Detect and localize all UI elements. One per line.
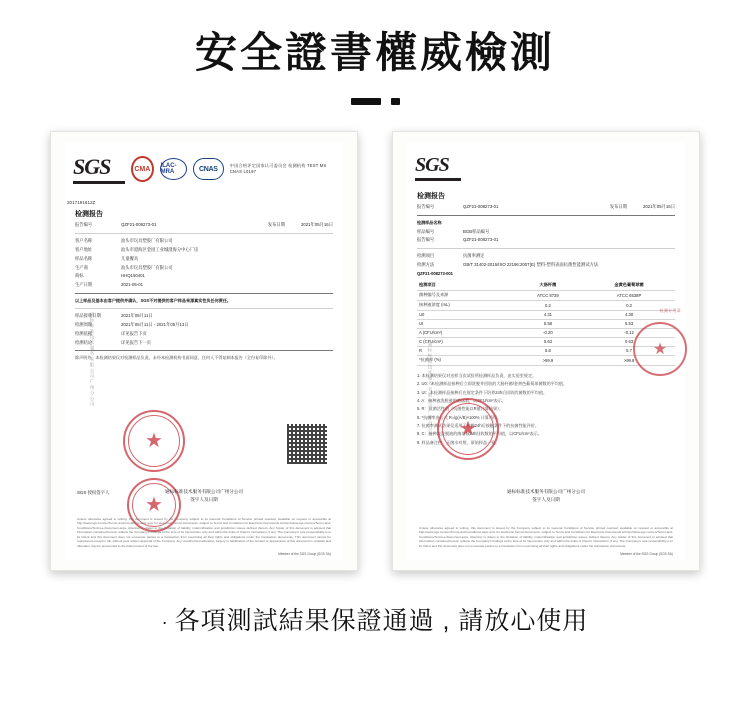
table-row: 检测项目 抗菌率测定 bbox=[417, 253, 485, 259]
table-row: 商标 HHQ150401 bbox=[75, 273, 145, 279]
dash-divider-icon bbox=[0, 98, 750, 105]
ilac-mra-badge: ILAC-MRA bbox=[160, 158, 187, 180]
table-row: A (CFU/cm²) -0.20 -0.12 bbox=[417, 328, 675, 337]
table-row: R 5.8 5.7 bbox=[417, 346, 675, 355]
table-row: 生产商 汕头市玩具塑胶厂有限公司 bbox=[75, 264, 173, 270]
col-ecoli: 大肠杆菌 bbox=[513, 281, 583, 291]
page-title: 安全證書權威檢測 bbox=[194, 29, 555, 76]
member-line: Member of the SGS Group (SGS SA) bbox=[278, 552, 331, 557]
certificate-gallery bbox=[0, 131, 750, 571]
vertical-watermark: 通标标准技术服务有限公司广州分公司 bbox=[90, 312, 95, 408]
report-footnote: 除声明外，本检测结果仅对检测样品负责。未经本检测机构书面同意，任何人不得复制本报告（全份复印除外）。 bbox=[75, 355, 278, 361]
table-row: 接种液浓度 (mL) 0.2 0.2 bbox=[417, 300, 675, 310]
issue-date-value: 2021年05月16日 bbox=[642, 204, 675, 210]
note-item: 3. Ut：本检测样品接种后在规定条件下培养24h后回收的菌数的平均值。 bbox=[417, 389, 548, 395]
certificate-code: 2017191612Z bbox=[67, 200, 96, 206]
logo-band-right bbox=[407, 142, 685, 187]
secondary-stamp bbox=[437, 398, 499, 460]
qr-code-icon bbox=[287, 424, 327, 464]
report-number-value: QZF21-008273-01 bbox=[463, 204, 499, 210]
star-icon: ★ bbox=[145, 430, 163, 453]
report-number-value: QZF21-008273-01 bbox=[121, 222, 157, 228]
footer-caption bbox=[0, 601, 750, 637]
dash-long-icon bbox=[351, 98, 381, 105]
table-row: 菌种编号及来源 ATCC 8739 ATCC 6538P bbox=[417, 290, 675, 300]
certificate-card-right[interactable] bbox=[392, 131, 700, 571]
signature-date: 签字人及日期 bbox=[532, 496, 560, 502]
report-title-left: 检测报告 bbox=[75, 211, 103, 219]
stamp-label: 检测专用章 bbox=[659, 308, 681, 314]
logo-band-left bbox=[65, 142, 343, 190]
company-name: 通标标准技术服务有限公司广州分公司 bbox=[506, 488, 586, 494]
note-item: 6. *抗菌率由公式 R=lg(A/B)×100% 计算所得。 bbox=[417, 414, 502, 420]
signature-block-left bbox=[65, 488, 343, 505]
issue-date-label: 发布日期 bbox=[267, 222, 285, 228]
table-row: 客户地址 汕头市澄海区金园工业城澄海分中心厂房 bbox=[75, 247, 199, 252]
star-icon: ★ bbox=[652, 341, 668, 359]
note-item: 5. R：抗菌活性值（抗菌性能以R值计算结果）。 bbox=[417, 406, 504, 412]
dash-short-icon bbox=[391, 98, 400, 105]
table-row: C (CFU/cm²) 0.63 0.63 bbox=[417, 337, 675, 346]
note-item: 7. 抗菌率测试结果仅适用于接种24h后接触条件下的抗菌性能评价。 bbox=[417, 423, 539, 428]
signature-block-right bbox=[407, 488, 685, 505]
note-item: 4. A：接种液洗脱液的菌落数，以CFU/cm²表示。 bbox=[417, 397, 506, 403]
certificate-card-left[interactable] bbox=[50, 131, 358, 571]
table-row: 检测依据 详见报告下页 bbox=[75, 331, 147, 337]
table-row: *抗菌率 (%) >99.9 >99.9 bbox=[417, 355, 675, 365]
table-row: U0 4.31 4.30 bbox=[417, 310, 675, 319]
note-item: 9. 样品备注栏：无菌水对照，原始样品一致。 bbox=[417, 439, 500, 445]
star-icon: ★ bbox=[145, 494, 163, 517]
issue-date-value: 2021年05月16日 bbox=[300, 222, 333, 228]
report-number-label: 报告编号 bbox=[417, 204, 435, 210]
signature-date: 签字人及日期 bbox=[190, 496, 218, 502]
note-item: 2. U0：本检测样品接种后立即洗脱并回收的大肠杆菌/金黄色葡萄球菌数的平均值。 bbox=[417, 381, 568, 387]
legal-disclaimer: Unless otherwise agreed in writing, this document is issued by the Company subject to its General Conditions of Service printed overleaf, available on request or accessible at http://www.sgs.com/en/Terms-and-Conditions.aspx and, for electronic format documents, subject to Terms and Conditions for Electronic Documents at http://www.sgs.com/en/Terms-and-Conditions/Terms-e-Document.aspx. Attention is drawn to the limitation of liability, indemnification and jurisdiction issues defined therein. Any holder of this document is advised that information contained hereon reflects the Company's findings at the time of its intervention only and within the limits of Client's instructions, if any. The Company's sole responsibility is to its Client and this document does not exonerate parties to a transaction from exercising all their rights and obligations under the transaction documents. This document cannot be reproduced except in full, without prior written approval of the Company. Any unauthorized alteration, forgery or falsification of the content or appearance of this document is unlawful and offenders may be prosecuted to the fullest extent of the law. bbox=[77, 516, 331, 548]
table-row: 检测结论 详见报告下一页 bbox=[75, 339, 152, 345]
cnas-badge: CNAS bbox=[193, 158, 224, 180]
member-line: Member of the SGS Group (SGS SA) bbox=[620, 552, 673, 557]
table-row: 样品名称 儿童餐具 bbox=[75, 255, 139, 261]
table-row: 检测方法 GB/T 31402-2015/ISO 22196:2007(E) 塑料-塑料表面抗菌性能测试方法 bbox=[417, 261, 599, 267]
sample-section-title: 检测样品名称 bbox=[417, 220, 442, 225]
col-staph: 金黄色葡萄球菌 bbox=[583, 281, 675, 291]
report-number-label: 报告编号 bbox=[75, 222, 93, 228]
legal-disclaimer: Unless otherwise agreed in writing, this document is issued by the Company subject to its General Conditions of Service printed overleaf, available on request or accessible at http://www.sgs.com/en/Terms-and-Conditions.aspx and, for electronic format documents, subject to Terms and Conditions for Electronic Documents at http://www.sgs.com/en/Terms-and-Conditions/Terms-e-Document.aspx. Attention is drawn to the limitation of liability, indemnification and jurisdiction issues defined therein. Any holder of this document is advised that information contained hereon reflects the Company's findings at the time of its intervention only and within the limits of Client's instructions, if any. The Company's sole responsibility is to its Client and this document does not exonerate parties to a transaction from exercising all their rights and obligations under the transaction documents. bbox=[419, 525, 673, 548]
cma-badge: CMA bbox=[131, 156, 154, 182]
report-number-row bbox=[407, 203, 685, 212]
accreditation-note: 中国合格评定国家认可委员会 检测机构 TEST MS CNAS L0197 bbox=[229, 162, 327, 175]
bullet-icon: · bbox=[161, 612, 169, 633]
certificate-page-right bbox=[407, 142, 685, 560]
note-item: 1. 本检测结果仅对送样当次试验所检测样品负责，由实验室规定。 bbox=[417, 372, 537, 378]
report-title-right: 检测报告 bbox=[417, 193, 445, 201]
table-row: 报告编号 QZF21-008273-01 bbox=[417, 237, 499, 243]
footer-caption-text: 各項測試結果保證通過 , 請放心使用 bbox=[174, 607, 589, 636]
col-item: 检测项目 bbox=[417, 281, 513, 291]
sgs-logo: SGS bbox=[73, 154, 125, 184]
sgs-logo: SGS bbox=[415, 154, 461, 181]
note-item: 8. C：接种液洗脱液的菌落数24h回收数的平均值，以CFU/cm²表示。 bbox=[417, 431, 542, 437]
table-row: 客户名称 汕头市玩具塑胶厂有限公司 bbox=[75, 238, 173, 244]
sample-statement: 以上样品及基本由客户提供并确认，SGS不对提供的客户样品来源真实性负任何责任。 bbox=[75, 297, 232, 303]
issue-date-label: 发布日期 bbox=[609, 204, 627, 210]
report-number-row bbox=[65, 221, 343, 230]
vertical-watermark: 通标标准技术服务有限公司广州分公司 bbox=[428, 342, 433, 438]
official-stamp bbox=[123, 410, 185, 472]
table-header-row bbox=[417, 281, 675, 291]
company-name: 通标标准技术服务有限公司广州分公司 bbox=[164, 488, 244, 494]
result-number: QZF21-008273-001 bbox=[417, 270, 453, 276]
table-row: 检测周期 2021年05月11日 - 2021年05月13日 bbox=[75, 322, 189, 328]
table-row: 样品编号 BGB样品编号 bbox=[417, 228, 490, 234]
official-stamp bbox=[633, 322, 687, 376]
authorized-signatory-label: SGS 授权签字人 bbox=[77, 490, 110, 496]
table-row: Ut 5.58 5.53 bbox=[417, 319, 675, 328]
table-row: 样品接收日期 2021年05月11日 bbox=[75, 313, 153, 319]
table-row: 生产日期 2021-05-01 bbox=[75, 282, 143, 288]
star-icon: ★ bbox=[459, 418, 477, 441]
certificate-page-left bbox=[65, 142, 343, 560]
